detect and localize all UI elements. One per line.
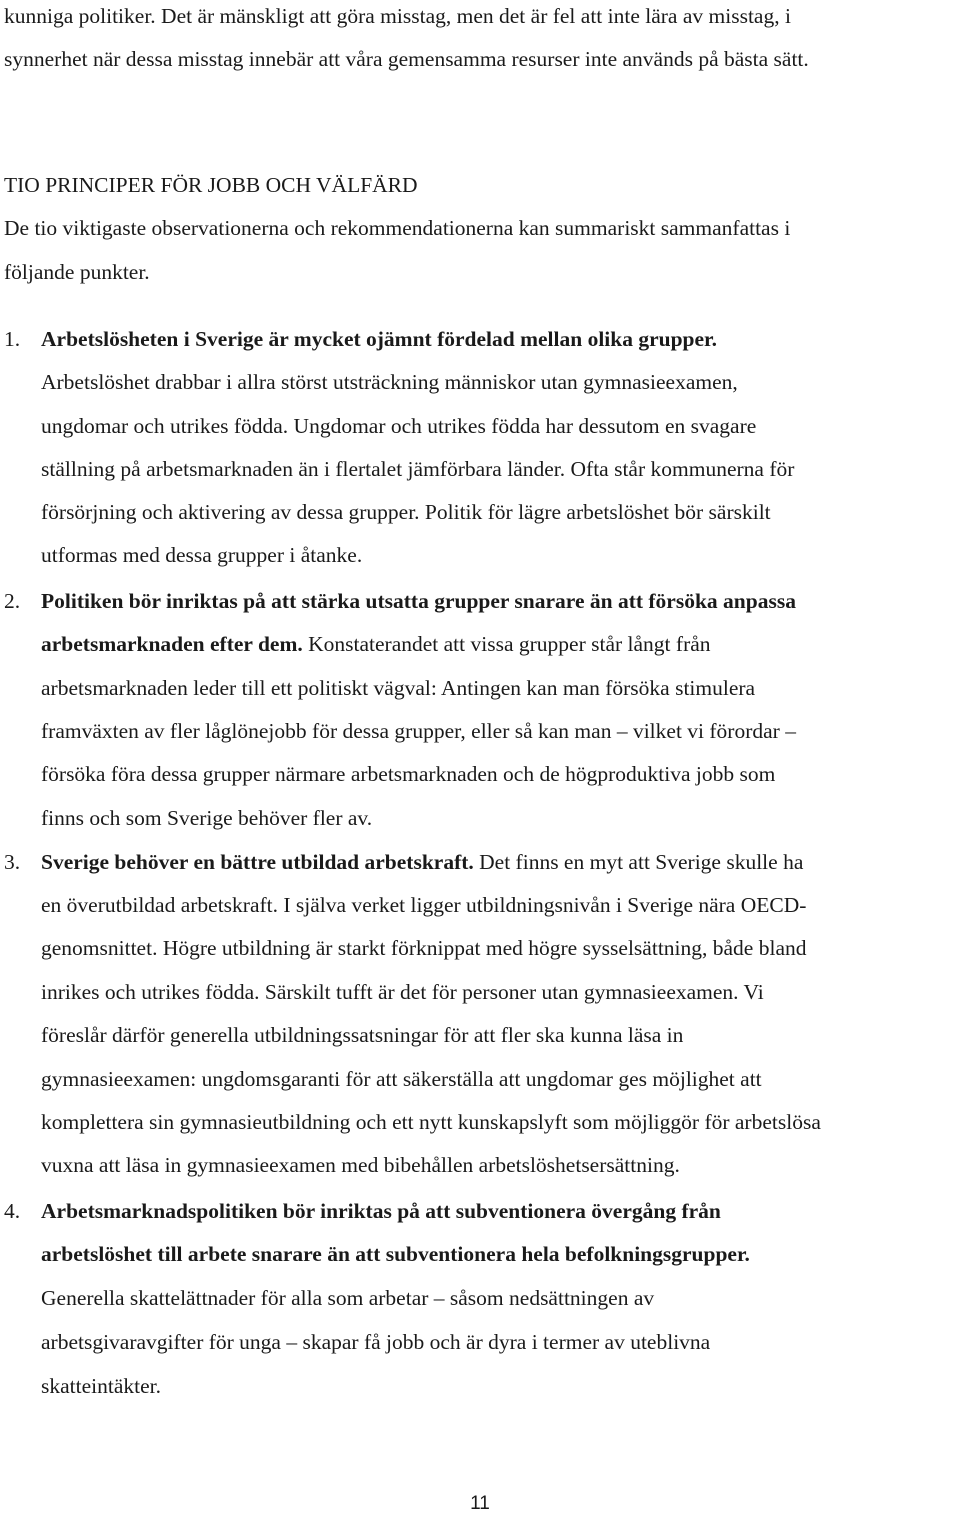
list-item-emphasis: Politiken bör inriktas på att stärka utsatta grupper snarare än att försöka anpassa — [41, 589, 796, 613]
list-item-text: gymnasieexamen: ungdomsgaranti för att säkerställa att ungdomar ges möjlighet att — [41, 1067, 762, 1091]
section-lead-line-1: De tio viktigaste observationerna och rekommendationerna kan summariskt sammanfattas i — [4, 216, 791, 240]
list-item-text: försöka föra dessa grupper närmare arbetsmarknaden och de högproduktiva jobb som — [41, 762, 776, 786]
list-item-line — [41, 326, 717, 352]
list-item-text: Arbetslöshet drabbar i allra störst utsträckning människor utan gymnasieexamen, — [41, 370, 738, 394]
list-item-line — [41, 1022, 683, 1048]
list-item-line — [41, 1152, 680, 1178]
list-item-line — [41, 761, 775, 787]
list-item-number: 4. — [4, 1199, 21, 1223]
list-item-emphasis: arbetsmarknaden efter dem. — [41, 632, 303, 656]
list-item-line — [41, 413, 756, 439]
list-item-line — [41, 369, 738, 395]
list-item-number: 2. — [4, 589, 21, 613]
page-number: 11 — [470, 1493, 490, 1514]
list-item-line — [41, 849, 803, 875]
list-item-text: komplettera sin gymnasieutbildning och ett nytt kunskapslyft som möjliggör för arbetslösa — [41, 1110, 821, 1134]
list-item-text: ungdomar och utrikes födda. Ungdomar och utrikes födda har dessutom en svagare — [41, 414, 757, 438]
list-item-text: vuxna att läsa in gymnasieexamen med bibehållen arbetslöshetsersättning. — [41, 1153, 680, 1177]
list-item-line — [41, 979, 764, 1005]
list-item-line — [41, 1109, 821, 1135]
list-item-text: arbetsmarknaden leder till ett politiskt vägval: Antingen kan man försöka stimulera — [41, 676, 756, 700]
list-item-emphasis: arbetslöshet till arbete snarare än att subventionera hela befolkningsgrupper. — [41, 1242, 750, 1266]
list-item-line — [41, 456, 794, 482]
list-item-text: finns och som Sverige behöver fler av. — [41, 806, 373, 830]
list-item-text: en överutbildad arbetskraft. I själva verket ligger utbildningsnivån i Sverige nära OECD- — [41, 893, 807, 917]
list-item-line — [41, 935, 807, 961]
list-item-emphasis: Sverige behöver en bättre utbildad arbetskraft. — [41, 850, 474, 874]
list-item-line — [41, 675, 755, 701]
list-item-line — [41, 1241, 750, 1267]
list-item-line — [41, 718, 796, 744]
list-item-emphasis: Arbetslösheten i Sverige är mycket ojämnt fördelad mellan olika grupper. — [41, 327, 718, 351]
list-item-line — [41, 1373, 161, 1399]
section-heading: TIO PRINCIPER FÖR JOBB OCH VÄLFÄRD — [4, 173, 418, 197]
list-item-number: 1. — [4, 327, 21, 351]
list-item-line — [41, 1329, 710, 1355]
list-item-text: genomsnittet. Högre utbildning är starkt förknippat med högre sysselsättning, både bland — [41, 936, 807, 960]
list-item-line — [41, 1066, 762, 1092]
list-item-line — [41, 588, 796, 614]
list-item-line — [41, 542, 362, 568]
list-item-line — [41, 1198, 721, 1224]
list-item-text: framväxten av fler låglönejobb för dessa grupper, eller så kan man – vilket vi förordar – — [41, 719, 796, 743]
list-item-text: inrikes och utrikes födda. Särskilt tufft är det för personer utan gymnasieexamen. Vi — [41, 980, 764, 1004]
intro-line-1: kunniga politiker. Det är mänskligt att göra misstag, men det är fel att inte lära av misstag, i — [4, 4, 791, 28]
list-item-text: utformas med dessa grupper i åtanke. — [41, 543, 363, 567]
list-item-text: ställning på arbetsmarknaden än i flertalet jämförbara länder. Ofta står kommunerna för — [41, 457, 795, 481]
list-item-line — [41, 631, 711, 657]
section-lead-line-2: följande punkter. — [4, 260, 150, 284]
list-item-line — [41, 499, 771, 525]
list-item-line — [41, 892, 806, 918]
list-item-text: försörjning och aktivering av dessa grupper. Politik för lägre arbetslöshet bör särskilt — [41, 500, 771, 524]
list-item-emphasis: Arbetsmarknadspolitiken bör inriktas på att subventionera övergång från — [41, 1199, 721, 1223]
list-item-text: arbetsgivaravgifter för unga – skapar få jobb och är dyra i termer av uteblivna — [41, 1330, 711, 1354]
list-item-number: 3. — [4, 850, 21, 874]
list-item-text: Konstaterandet att vissa grupper står långt från — [302, 632, 711, 656]
list-item-text: föreslår därför generella utbildningssatsningar för att fler ska kunna läsa in — [41, 1023, 684, 1047]
intro-line-2: synnerhet när dessa misstag innebär att våra gemensamma resurser inte används på bästa sätt. — [4, 47, 809, 71]
list-item-text: Generella skattelättnader för alla som arbetar – såsom nedsättningen av — [41, 1286, 655, 1310]
list-item-line — [41, 1285, 654, 1311]
list-item-text: Det finns en myt att Sverige skulle ha — [473, 850, 804, 874]
list-item-text: skatteintäkter. — [41, 1374, 162, 1398]
list-item-line — [41, 805, 372, 831]
